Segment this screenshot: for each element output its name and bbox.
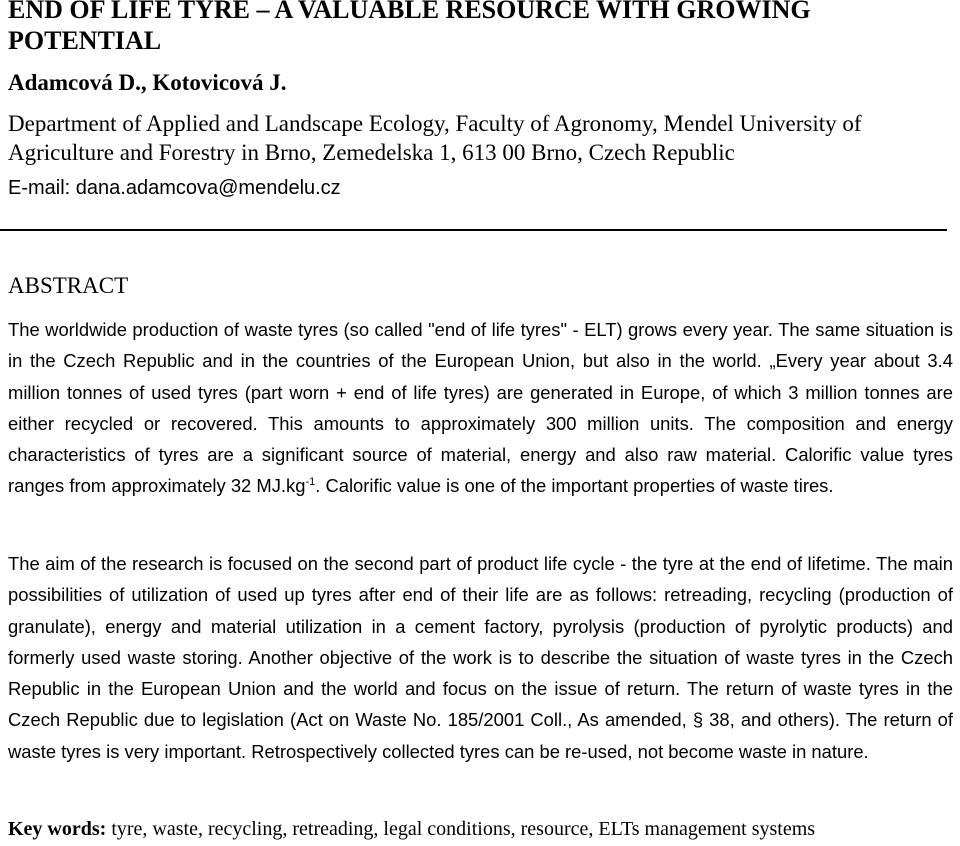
paper-affiliation: Department of Applied and Landscape Ecology, Faculty of Agronomy, Mendel University of Agriculture and Forestry in Brno, Zemedelska 1, 613 00 Brno, Czech Republic [8,111,862,165]
keywords [8,816,815,842]
abstract-paragraph-2: The aim of the research is focused on the second part of product life cycle - the tyre at the end of lifetime. The main possibilities of utilization of used up tyres after end of their life are as follows: retreading, recycling (production of granulate), energy and material utilization in a cement factory, pyrolysis (production of pyrolytic products) and formerly used waste storing. Another objective of the work is to describe the situation of waste tyres in the Czech Republic in the European Union and the world and focus on the issue of return. The return of waste tyres in the Czech Republic due to legislation (Act on Waste No. 185/2001 Coll., As amended, § 38, and others). The return of waste tyres is very important. Retrospectively collected tyres can be re-used, not become waste in nature. [8,553,953,762]
abstract-paragraph-1 [8,314,953,502]
header-divider [0,229,947,231]
paper-authors: Adamcová D., Kotovicová J. [8,70,287,95]
abstract-p1-superscript: -1 [305,476,316,489]
keywords-value: tyre, waste, recycling, retreading, legal conditions, resource, ELTs management systems [106,818,816,840]
abstract-p1-text: The worldwide production of waste tyres (so called "end of life tyres" - ELT) grows every year. The same situation is in the Czech Republic and in the countries of the European Union, but also in the world. „Every year about 3.4 million tonnes of used tyres (part worn + end of life tyres) are generated in Europe, of which 3 million tonnes are either recycled or recovered. This amounts to approximately 300 million units. The composition and energy characteristics of tyres are a significant source of material, energy and also raw material. Calorific value tyres ranges from approximately 32 MJ.kg [8,319,953,497]
paper-page [8,0,953,202]
author-email: E-mail: dana.adamcova@mendelu.cz [8,177,341,199]
abstract-heading: ABSTRACT [8,273,129,298]
paper-title: END OF LIFE TYRE – A VALUABLE RESOURCE WITH GROWING POTENTIAL [8,0,811,55]
abstract-p1-tail: . Calorific value is one of the important properties of waste tires. [315,475,834,497]
keywords-label: Key words: [8,818,107,840]
